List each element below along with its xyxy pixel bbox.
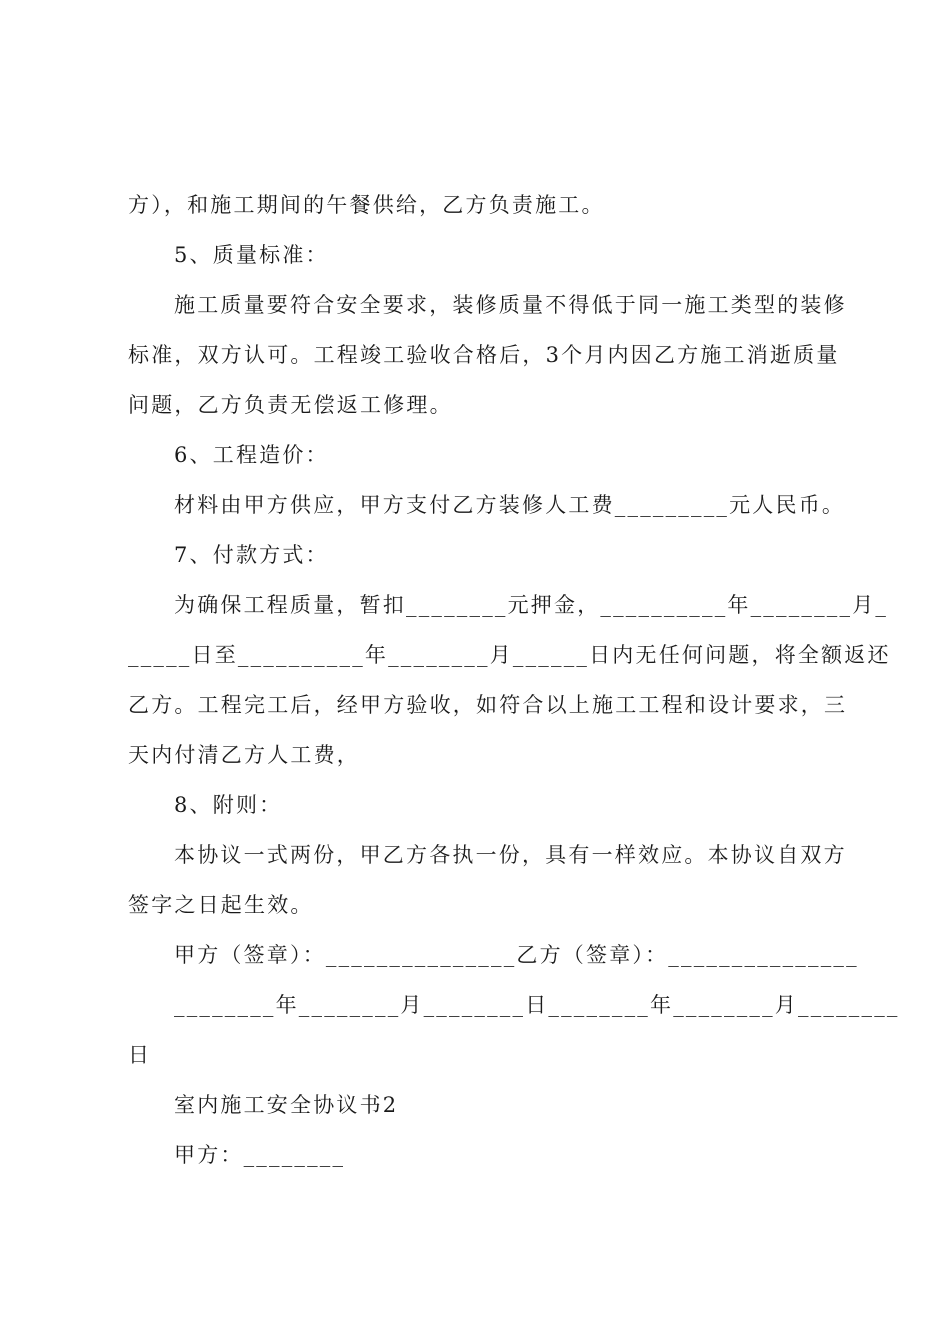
paragraph-line: 为确保工程质量，暂扣________元押金，__________年________月_ xyxy=(174,593,889,617)
section-heading-quality: 5、质量标准： xyxy=(174,243,329,267)
paragraph-line: 方），和施工期间的午餐供给，乙方负责施工。 xyxy=(128,193,605,217)
section-heading-payment: 7、付款方式： xyxy=(174,543,329,567)
date-line: ________年________月________日________年________月________ xyxy=(174,993,900,1017)
paragraph-line: 问题，乙方负责无偿返工修理。 xyxy=(128,393,453,417)
party-a-line: 甲方：________ xyxy=(174,1143,346,1167)
paragraph-line: 签字之日起生效。 xyxy=(128,893,314,917)
section-heading-appendix: 8、附则： xyxy=(174,793,283,817)
section-heading-cost: 6、工程造价： xyxy=(174,443,329,467)
paragraph-line: 天内付清乙方人工费， xyxy=(128,743,360,767)
paragraph-line: _____日至__________年________月______日内无任何问题，将全额返还 xyxy=(128,643,891,667)
date-line-continuation: 日 xyxy=(128,1043,152,1067)
paragraph-line: 施工质量要符合安全要求，装修质量不得低于同一施工类型的装修 xyxy=(174,293,847,317)
paragraph-line: 乙方。工程完工后，经甲方验收，如符合以上施工工程和设计要求，三 xyxy=(128,693,848,717)
signature-line: 甲方（签章）：_______________乙方（签章）：_______________ xyxy=(174,943,859,967)
document-title-2: 室内施工安全协议书2 xyxy=(174,1093,399,1117)
paragraph-line: 标准，双方认可。工程竣工验收合格后，3个月内因乙方施工消逝质量 xyxy=(128,343,840,367)
paragraph-line: 本协议一式两份，甲乙方各执一份，具有一样效应。本协议自双方 xyxy=(174,843,847,867)
paragraph-line: 材料由甲方供应，甲方支付乙方装修人工费_________元人民币。 xyxy=(174,493,846,517)
